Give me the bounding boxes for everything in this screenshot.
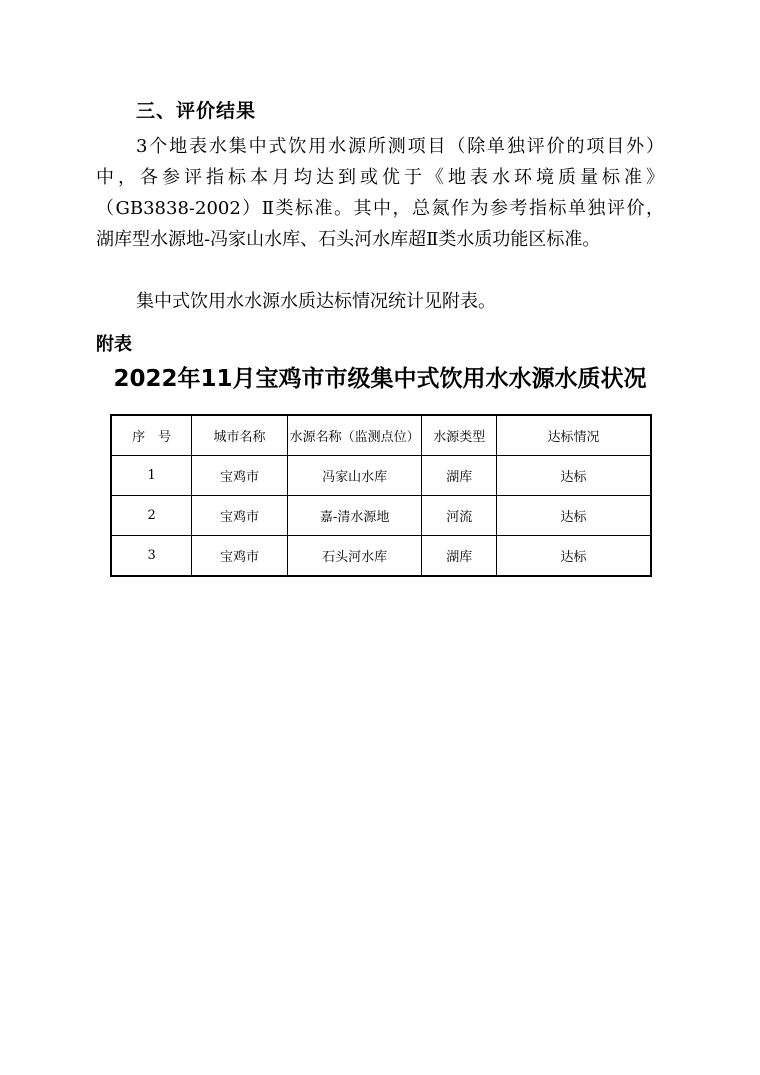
cell-source-type: 湖库 <box>422 536 497 577</box>
water-quality-table <box>110 414 652 577</box>
header-source-type: 水源类型 <box>422 415 497 456</box>
cell-source-name: 冯家山水库 <box>287 456 422 496</box>
cell-compliance: 达标 <box>497 536 651 577</box>
table-row <box>111 496 651 536</box>
paragraph-line-2: 中，各参评指标本月均达到或优于《地表水环境质量标准》 <box>96 167 664 188</box>
cell-index: 2 <box>111 496 192 536</box>
cell-city: 宝鸡市 <box>192 536 288 577</box>
appendix-label: 附表 <box>96 334 132 355</box>
cell-city: 宝鸡市 <box>192 496 288 536</box>
cell-source-name: 石头河水库 <box>287 536 422 577</box>
section-heading: 三、评价结果 <box>136 100 257 122</box>
summary-paragraph: 集中式饮用水水源水质达标情况统计见附表。 <box>136 291 496 312</box>
cell-index: 1 <box>111 456 192 496</box>
header-city: 城市名称 <box>192 415 288 456</box>
evaluation-paragraph <box>96 131 664 255</box>
table-row <box>111 456 651 496</box>
table-row <box>111 536 651 577</box>
cell-compliance: 达标 <box>497 496 651 536</box>
cell-city: 宝鸡市 <box>192 456 288 496</box>
cell-source-name: 嘉-清水源地 <box>287 496 422 536</box>
table-title: 2022年11月宝鸡市市级集中式饮用水水源水质状况 <box>113 366 647 392</box>
paragraph-line-3: （GB3838-2002）Ⅱ类标准。其中，总氮作为参考指标单独评价， <box>96 198 664 219</box>
cell-index: 3 <box>111 536 192 577</box>
header-compliance: 达标情况 <box>497 415 651 456</box>
header-index: 序 号 <box>111 415 192 456</box>
cell-compliance: 达标 <box>497 456 651 496</box>
cell-source-type: 河流 <box>422 496 497 536</box>
paragraph-line-1: 3个地表水集中式饮用水源所测项目（除单独评价的项目外） <box>136 136 664 157</box>
cell-source-type: 湖库 <box>422 456 497 496</box>
paragraph-line-4: 湖库型水源地-冯家山水库、石头河水库超Ⅱ类水质功能区标准。 <box>96 229 601 250</box>
table-header-row <box>111 415 651 456</box>
header-source-name: 水源名称（监测点位） <box>287 415 422 456</box>
